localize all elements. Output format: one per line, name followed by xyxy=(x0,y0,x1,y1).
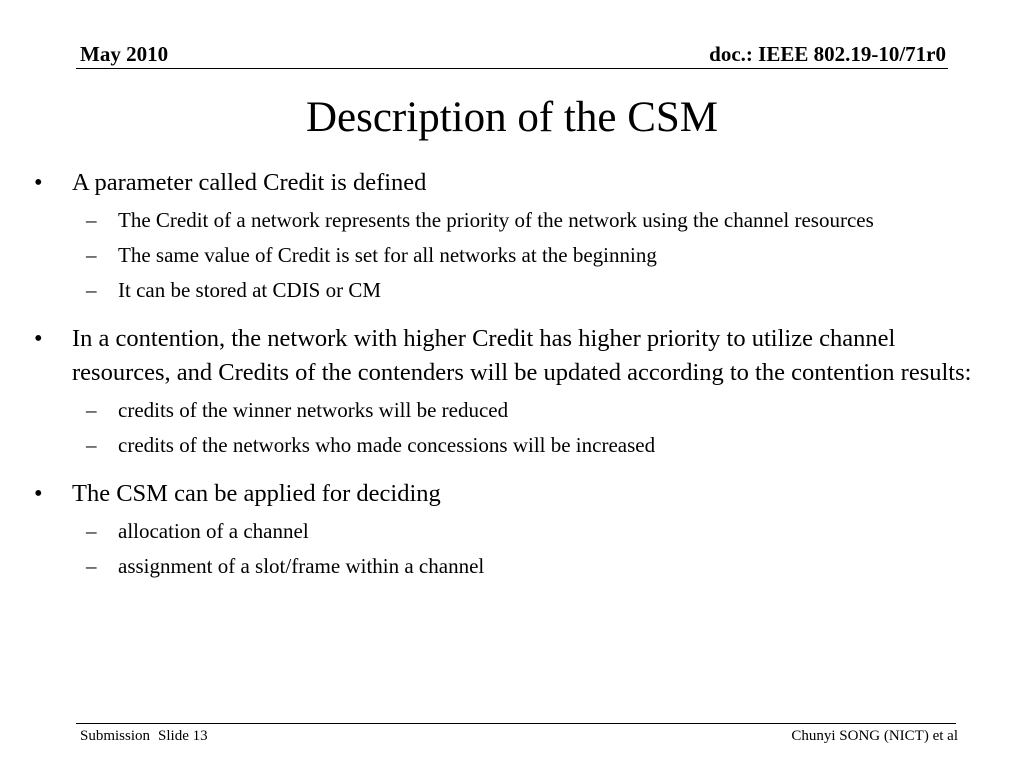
footer-left xyxy=(80,727,208,745)
sub-bullet-point xyxy=(34,395,984,425)
dash-marker: – xyxy=(86,278,97,302)
footer-divider xyxy=(76,723,956,724)
bullet-marker: • xyxy=(34,325,43,352)
sub-bullet-point xyxy=(34,240,984,270)
sub-bullet-text: allocation of a channel xyxy=(118,519,309,543)
spacer xyxy=(34,465,984,477)
sub-bullet-text: assignment of a slot/frame within a channel xyxy=(118,554,485,578)
sub-bullet-point xyxy=(34,516,984,546)
header-date: May 2010 xyxy=(80,42,169,66)
sub-bullet-list xyxy=(34,516,984,581)
sub-bullet-list xyxy=(34,205,984,305)
dash-marker: – xyxy=(86,554,97,578)
bullet-point xyxy=(34,166,984,200)
footer-author: Chunyi SONG (NICT) et al xyxy=(791,728,958,744)
bullet-text: In a contention, the network with higher Credit has higher priority to utilize channel resources, and Credits of the contenders will be updated according to the contention results: xyxy=(72,325,972,386)
header-divider xyxy=(76,68,948,69)
dash-marker: – xyxy=(86,398,97,422)
dash-marker: – xyxy=(86,519,97,543)
sub-bullet-text: It can be stored at CDIS or CM xyxy=(118,278,382,302)
dash-marker: – xyxy=(86,243,97,267)
footer-submission: Submission xyxy=(80,728,151,744)
spacer xyxy=(34,310,984,322)
footer-slide-number: Slide 13 xyxy=(158,728,208,744)
sub-bullet-text: credits of the winner networks will be reduced xyxy=(118,398,509,422)
bullet-text: The CSM can be applied for deciding xyxy=(72,480,441,507)
sub-bullet-list xyxy=(34,395,984,460)
slide-title: Description of the CSM xyxy=(305,94,719,141)
sub-bullet-point xyxy=(34,205,984,235)
bullet-marker: • xyxy=(34,169,43,196)
sub-bullet-text: credits of the networks who made concessions will be increased xyxy=(118,433,656,457)
sub-bullet-point xyxy=(34,275,984,305)
bullet-text: A parameter called Credit is defined xyxy=(72,169,427,196)
sub-bullet-point xyxy=(34,430,984,460)
header-doc-id: doc.: IEEE 802.19-10/71r0 xyxy=(709,42,946,66)
bullet-point xyxy=(34,477,984,511)
bullet-marker: • xyxy=(34,480,43,507)
sub-bullet-point xyxy=(34,551,984,581)
sub-bullet-text: The same value of Credit is set for all networks at the beginning xyxy=(118,243,657,267)
slide-body xyxy=(34,166,984,586)
bullet-point xyxy=(34,322,984,390)
sub-bullet-text: The Credit of a network represents the priority of the network using the channel resources xyxy=(118,208,874,232)
dash-marker: – xyxy=(86,208,97,232)
dash-marker: – xyxy=(86,433,97,457)
